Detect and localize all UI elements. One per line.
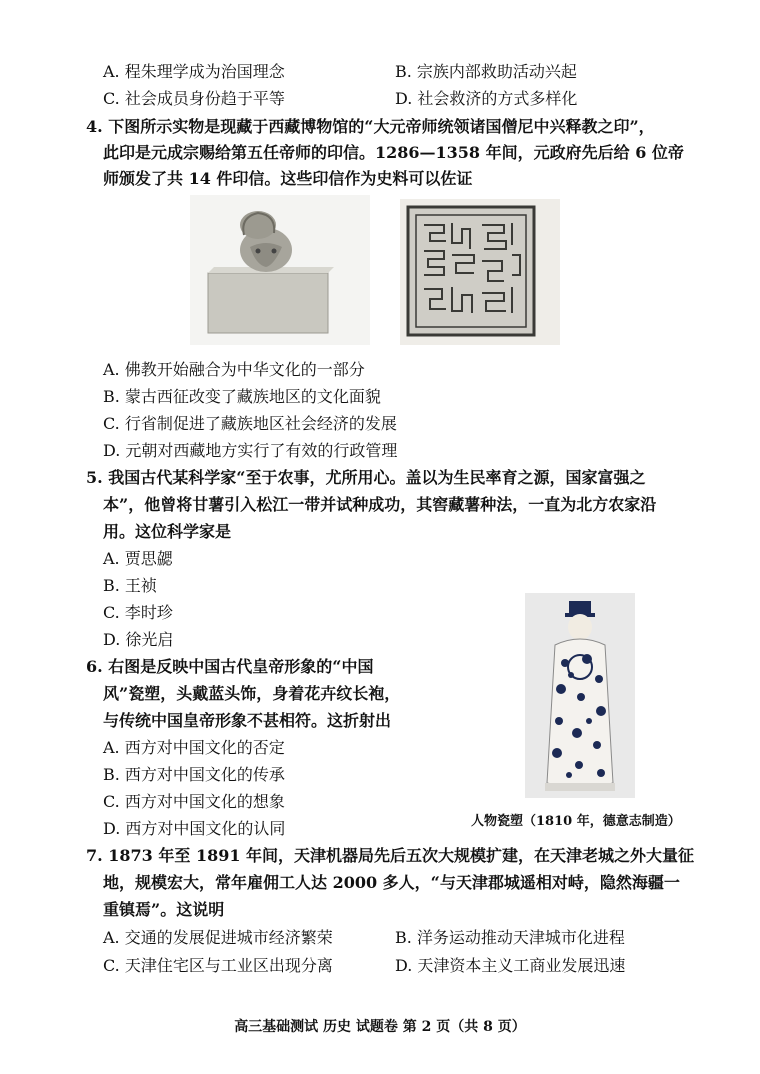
q4-stem-line-2: 此印是元成宗赐给第五任帝师的印信。1286—1358 年间，元政府先后给 6 位帝 [103, 143, 684, 162]
seal-images [178, 195, 563, 347]
q7-stem-line-3: 重镇焉”。这说明 [103, 900, 225, 919]
q6-option-b: B. 西方对中国文化的传承 [103, 765, 285, 784]
q7-option-b: B. 洋务运动推动天津城市化进程 [395, 928, 625, 947]
q4-option-d: D. 元朝对西藏地方实行了有效的行政管理 [103, 441, 398, 460]
q5-stem-line-2: 本”，他曾将甘薯引入松江一带并试种成功，其窖藏薯种法，一直为北方农家沿 [103, 495, 657, 514]
seal-object-image [190, 195, 370, 345]
q5-option-c: C. 李时珍 [103, 603, 173, 622]
q4-option-c: C. 行省制促进了藏族地区社会经济的发展 [103, 414, 397, 433]
q5-stem-line-1: 5. 我国古代某科学家“至于农事，尤所用心。盖以为生民率育之源，国家富强之 [86, 468, 646, 487]
q5-option-a: A. 贾思勰 [103, 549, 173, 568]
q4-option-a: A. 佛教开始融合为中华文化的一部分 [103, 360, 365, 379]
page-footer: 高三基础测试 历史 试题卷 第 2 页（共 8 页） [234, 1019, 526, 1035]
q5-stem-line-3: 用。这位科学家是 [103, 522, 232, 541]
q7-stem-line-2: 地，规模宏大，常年雇佣工人达 2000 多人，“与天津郡城遥相对峙，隐然海疆一 [103, 873, 680, 892]
q3-option-c: C. 社会成员身份趋于平等 [103, 89, 285, 108]
q7-option-a: A. 交通的发展促进城市经济繁荣 [103, 928, 333, 947]
porcelain-figure-photo [525, 593, 635, 798]
q7-option-d: D. 天津资本主义工商业发展迅速 [395, 956, 626, 975]
q6-stem-line-1: 6. 右图是反映中国古代皇帝形象的“中国 [86, 657, 374, 676]
seal-impression-image [400, 199, 560, 345]
porcelain-figure-caption: 人物瓷塑（1810 年，德意志制造） [471, 814, 681, 829]
q6-option-a: A. 西方对中国文化的否定 [103, 738, 285, 757]
q6-stem-line-2: 风”瓷塑，头戴蓝头饰，身着花卉纹长袍， [103, 684, 401, 703]
porcelain-figure-image [525, 593, 635, 798]
q7-option-c: C. 天津住宅区与工业区出现分离 [103, 956, 333, 975]
q4-stem-line-3: 师颁发了共 14 件印信。这些印信作为史料可以佐证 [103, 169, 473, 188]
q4-stem-line-1: 4. 下图所示实物是现藏于西藏博物馆的“大元帝师统领诸国僧尼中兴释教之印”， [86, 117, 655, 136]
q5-option-b: B. 王祯 [103, 576, 157, 595]
q3-option-d: D. 社会救济的方式多样化 [395, 89, 578, 108]
q3-option-a: A. 程朱理学成为治国理念 [103, 62, 285, 81]
q4-option-b: B. 蒙古西征改变了藏族地区的文化面貌 [103, 387, 381, 406]
q6-stem-line-3: 与传统中国皇帝形象不甚相符。这折射出 [103, 711, 392, 730]
seal-photo-figure [178, 195, 563, 347]
q7-stem-line-1: 7. 1873 年至 1891 年间，天津机器局先后五次大规模扩建，在天津老城之外大量征 [86, 846, 695, 865]
q6-option-d: D. 西方对中国文化的认同 [103, 819, 286, 838]
q5-option-d: D. 徐光启 [103, 630, 174, 649]
q6-option-c: C. 西方对中国文化的想象 [103, 792, 285, 811]
q3-option-b: B. 宗族内部救助活动兴起 [395, 62, 577, 81]
